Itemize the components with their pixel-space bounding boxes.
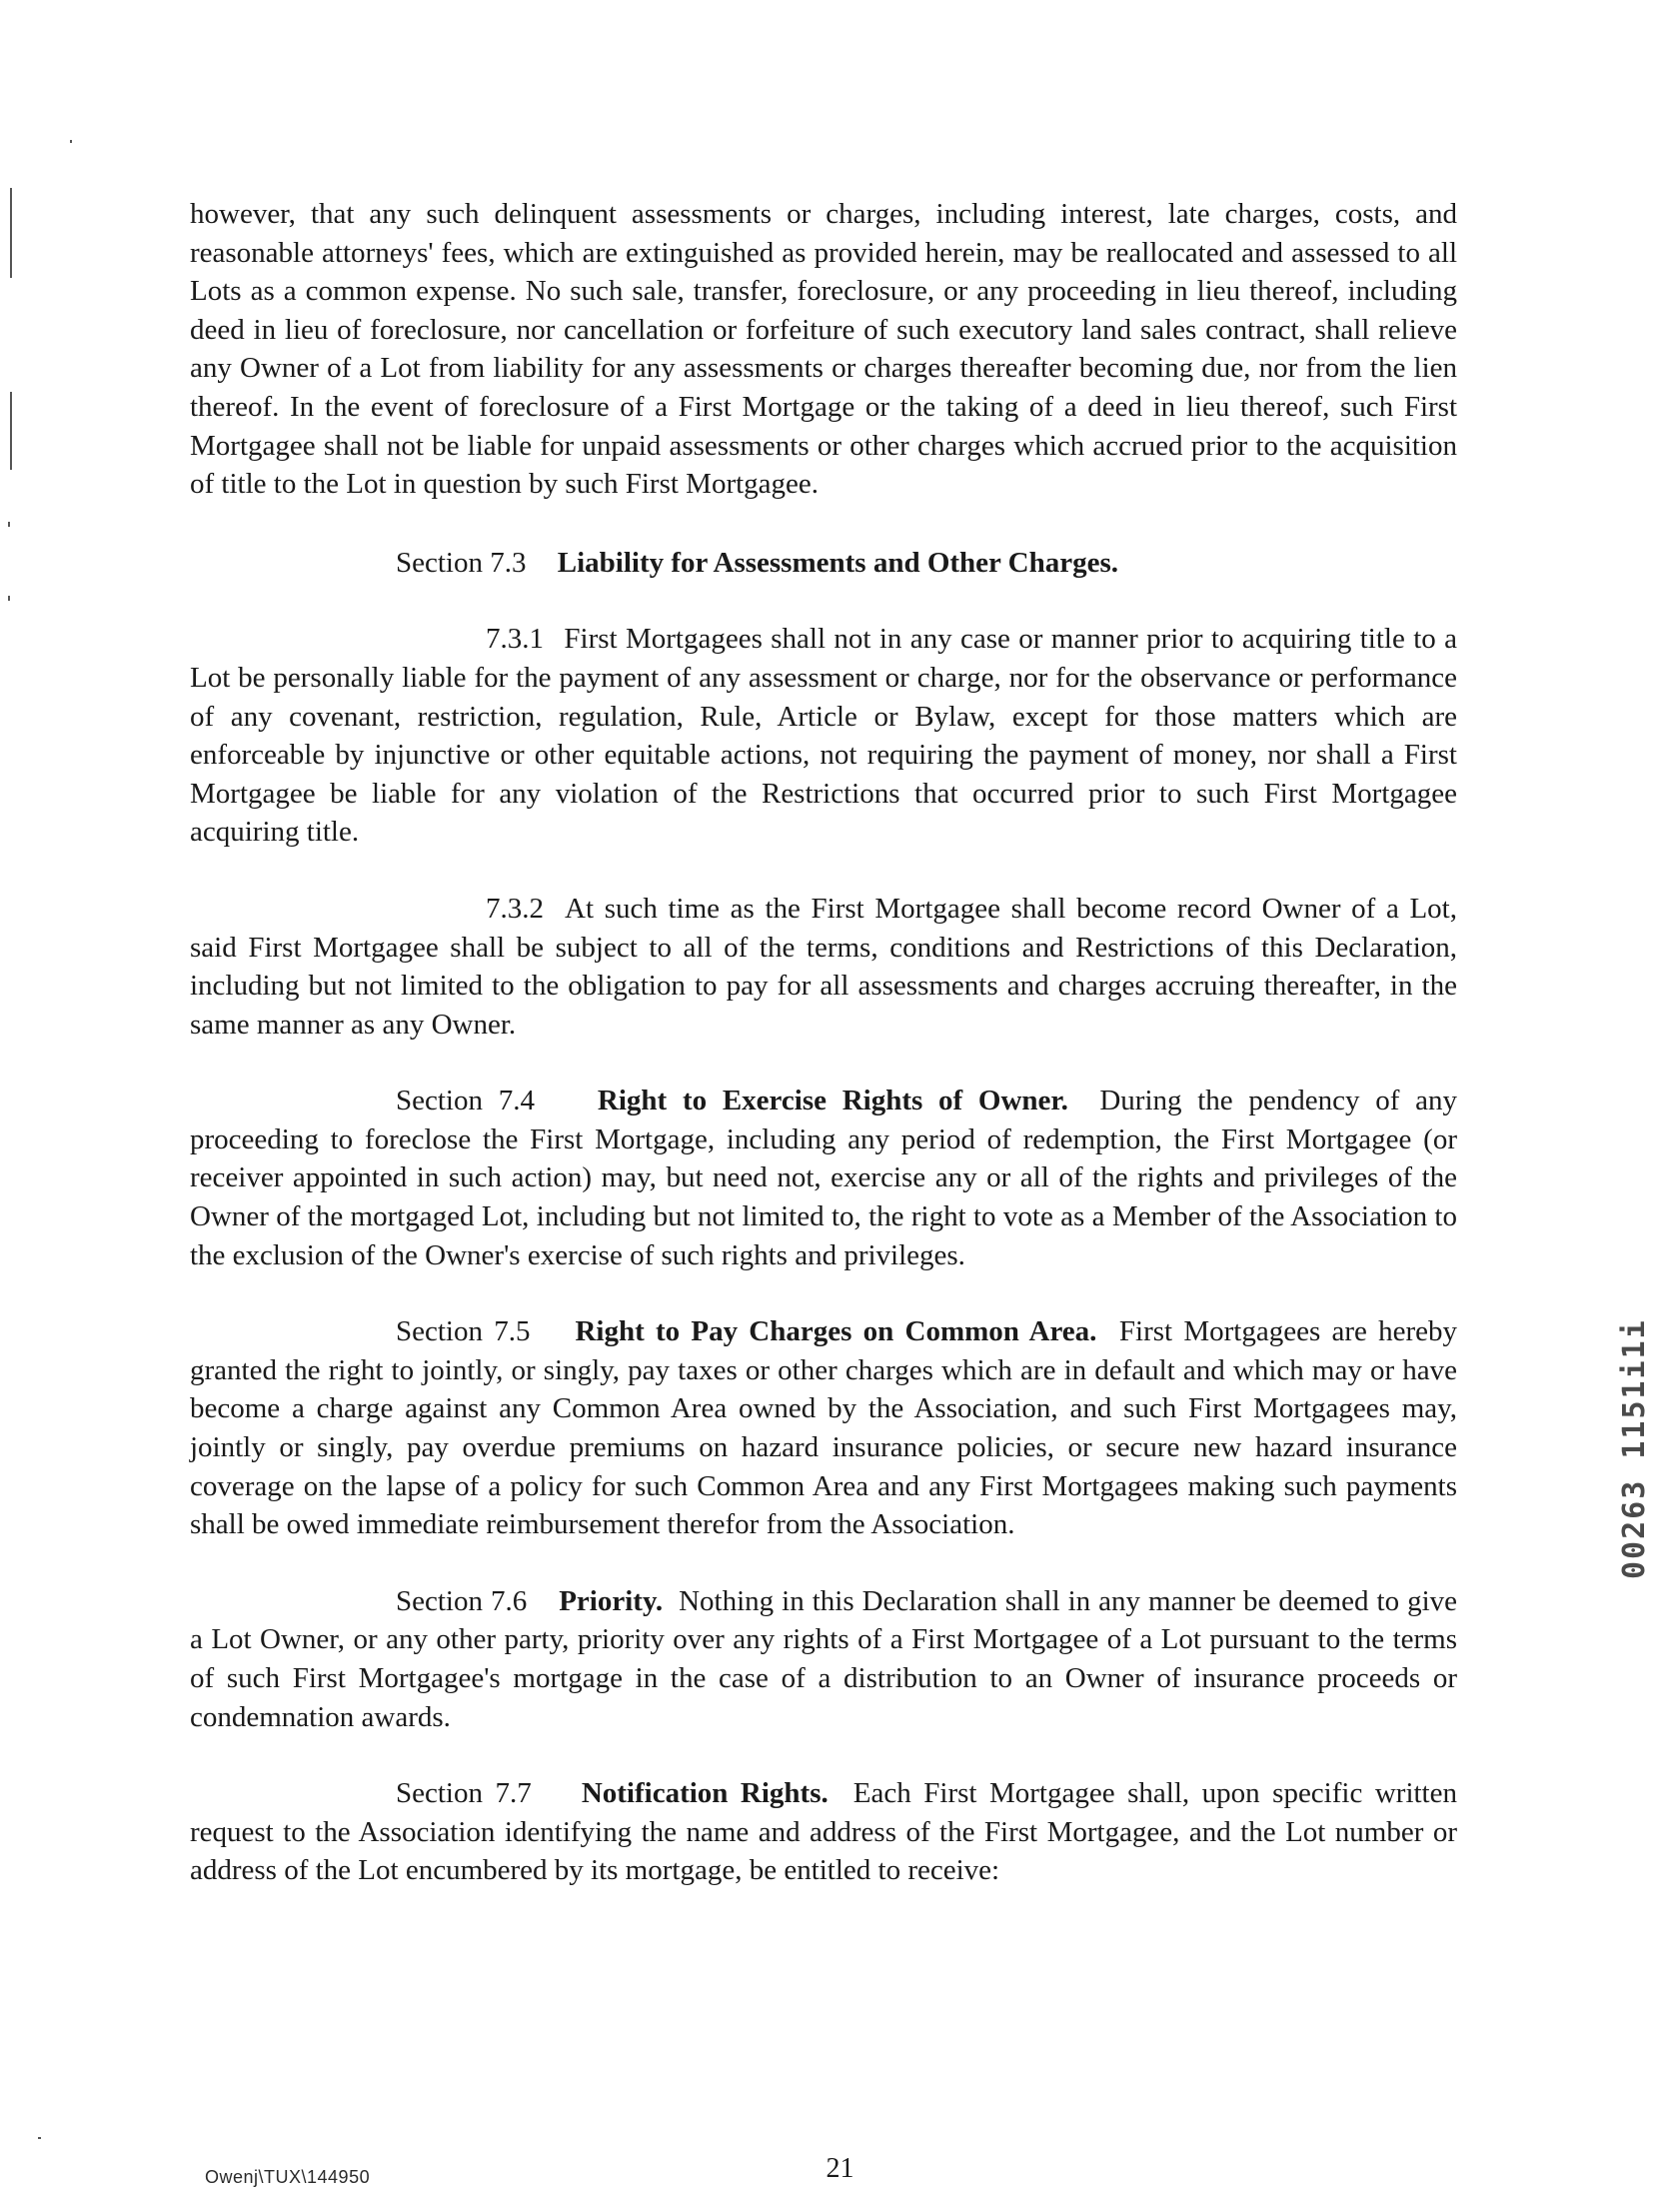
subsection-7-3-2-text: At such time as the First Mortgagee shall become record Owner of a Lot, said First Mortgagee shall be subject to all of the terms, conditions and Restrictions of this Declaration, including but not limited to the obligation to pay for all assessments and charges accruing thereafter, in the same manner as any Owner.: [190, 892, 1457, 1041]
subsection-7-3-2: [190, 890, 1457, 1044]
section-7-3-title: Liability for Assessments and Other Charges.: [557, 546, 1118, 579]
scan-dot-2: [8, 522, 10, 527]
section-7-5: [190, 1312, 1457, 1544]
section-7-7: [190, 1774, 1457, 1890]
subsection-7-3-2-number: 7.3.2: [486, 892, 544, 925]
section-7-3-heading: [190, 544, 1457, 583]
section-7-7-title: Notification Rights.: [581, 1777, 829, 1810]
section-7-6-number: Section 7.6: [396, 1584, 528, 1617]
section-7-5-title: Right to Pay Charges on Common Area.: [575, 1315, 1097, 1348]
scan-dot-1: [70, 140, 72, 143]
section-7-3-number: Section 7.3: [396, 546, 527, 579]
subsection-7-3-1-text: First Mortgagees shall not in any case or manner prior to acquiring title to a Lot be personally liable for the payment of any assessment or charge, nor for the observance or performance of any covenant, restriction, regulation, Rule, Article or Bylaw, except for those matters which are enforceable by injunctive or other equitable actions, not requiring the payment of money, nor shall a First Mortgagee be liable for any violation of the Restrictions that occurred prior to such First Mortgagee acquiring title.: [190, 623, 1458, 849]
section-7-6: [190, 1582, 1457, 1736]
footer-file-reference: Owenj\TUX\144950: [205, 2167, 371, 2187]
section-7-6-text: Nothing in this Declaration shall in any manner be deemed to give a Lot Owner, or any other party, priority over any rights of a First Mortgagee of a Lot pursuant to the terms of such First Mortgagee's mortgage in the case of a distribution to an Owner of insurance proceeds or condemnation awards.: [190, 1584, 1458, 1733]
page-number: 21: [826, 2153, 854, 2184]
section-7-5-text: First Mortgagees are hereby granted the right to jointly, or singly, pay taxes or other charges which are in default and which may or have become a charge against any Common Area owned by the Association, and such First Mortgagees may, jointly or singly, pay overdue premiums on hazard insurance policies, or secure new hazard insurance coverage on the lapse of a policy for such Common Area and any First Mortgagees making such payments shall be owed immediate reimbursement therefor from the Association.: [190, 1315, 1458, 1541]
section-7-5-number: Section 7.5: [396, 1315, 531, 1348]
section-7-4-number: Section 7.4: [396, 1085, 535, 1117]
subsection-7-3-1-number: 7.3.1: [486, 623, 544, 656]
section-7-4-text: During the pendency of any proceeding to foreclose the First Mortgage, including any period of redemption, the First Mortgagee (or receiver appointed in such action) may, but need not, exercise any or all of the rights and privileges of the Owner of the mortgaged Lot, including but not limited to, the right to vote as a Member of the Association to the exclusion of the Owner's exercise of such rights and privileges.: [190, 1085, 1458, 1271]
scan-dot-4: [38, 2137, 41, 2139]
section-7-7-text: Each First Mortgagee shall, upon specific written request to the Association identifying the name and address of the First Mortgagee, and the Lot number or address of the Lot encumbered by its mortgage, be entitled to receive:: [190, 1777, 1457, 1887]
continued-paragraph: however, that any such delinquent assessments or charges, including interest, late charges, costs, and reasonable attorneys' fees, which are extinguished as provided herein, may be reallocated and assessed to all Lots as a common expense. No such sale, transfer, foreclosure, or any proceeding in lieu thereof, including deed in lieu of foreclosure, nor cancellation or forfeiture of such executory land sales contract, shall relieve any Owner of a Lot from liability for any assessments or charges thereafter becoming due, nor from the lien thereof. In the event of foreclosure of a First Mortgage or the taking of a deed in lieu thereof, such First Mortgagee shall not be liable for unpaid assessments or other charges which accrued prior to the acquisition of title to the Lot in question by such First Mortgagee.: [190, 198, 1457, 501]
scan-mark-top: [10, 188, 12, 278]
scan-dot-3: [8, 596, 10, 601]
scan-mark-middle: [10, 392, 12, 470]
bates-stamp: 00263 1151i1i: [1617, 1318, 1652, 1579]
section-7-6-title: Priority.: [559, 1584, 664, 1617]
section-7-4-title: Right to Exercise Rights of Owner.: [597, 1085, 1068, 1117]
document-body: [190, 195, 1457, 1890]
section-7-4: [190, 1082, 1457, 1274]
section-7-7-number: Section 7.7: [396, 1777, 532, 1810]
subsection-7-3-1: [190, 620, 1457, 852]
